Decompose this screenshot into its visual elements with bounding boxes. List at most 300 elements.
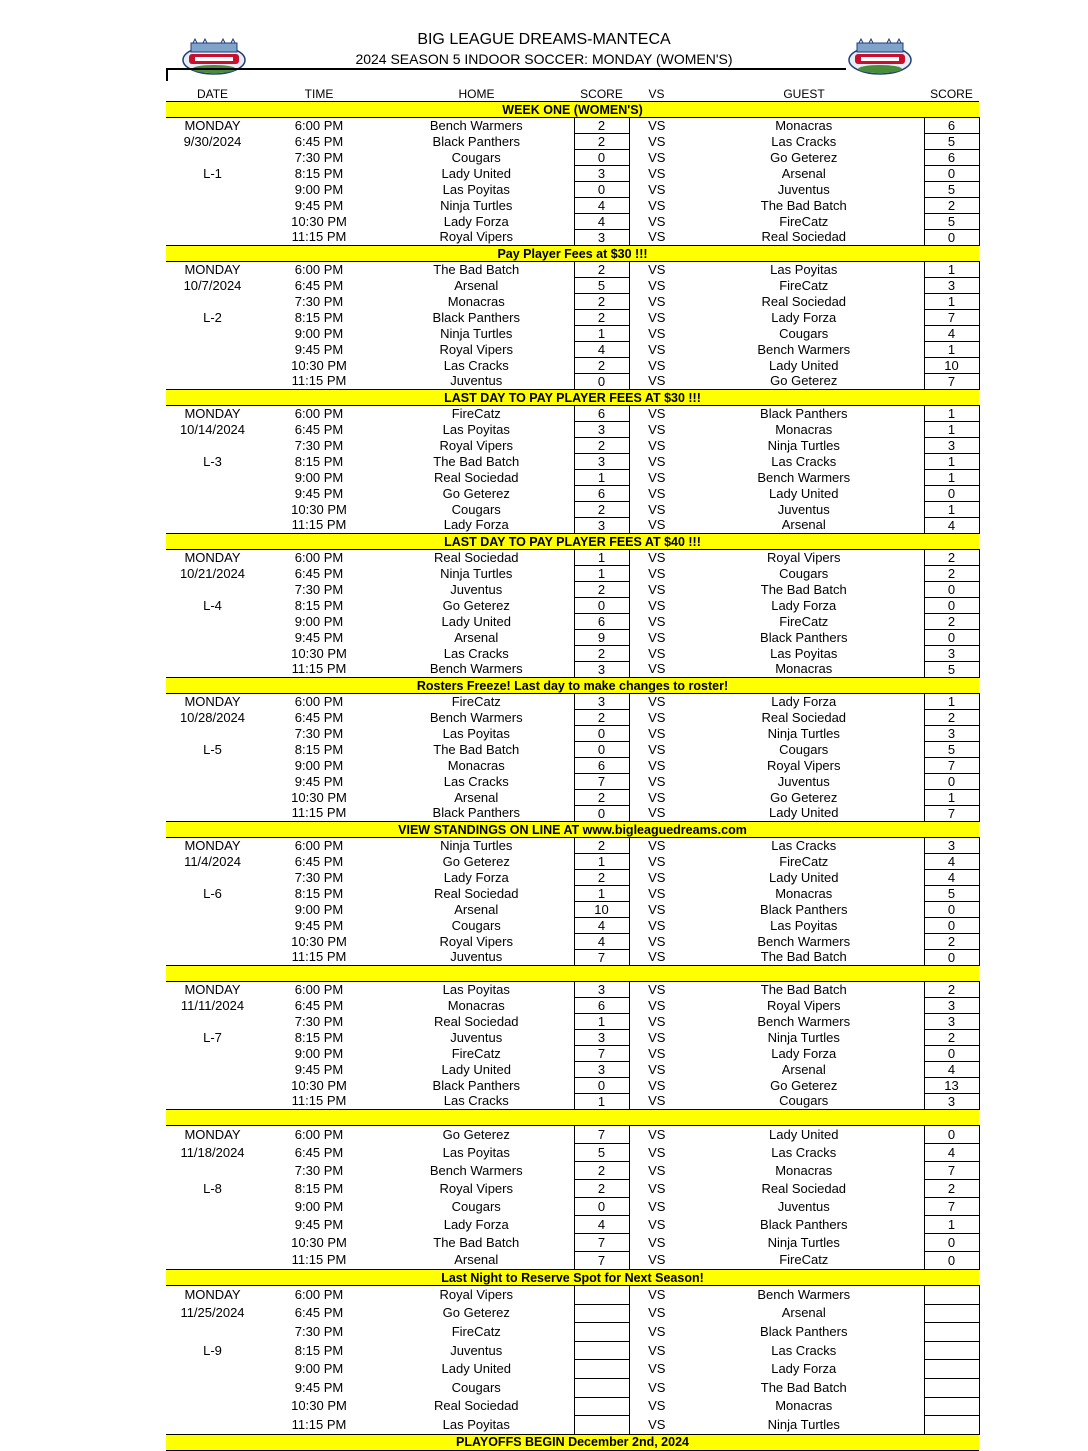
guest-score: 0 xyxy=(924,630,979,646)
game-row xyxy=(166,134,979,150)
home-score xyxy=(574,1397,629,1416)
game-time: 6:00 PM xyxy=(294,261,344,277)
game-time: 9:00 PM xyxy=(294,1361,344,1377)
game-time: 7:30 PM xyxy=(294,1013,344,1029)
vs-label: VS xyxy=(648,1252,666,1268)
date-cell xyxy=(166,150,259,166)
guest-team: Juventus xyxy=(777,181,830,197)
game-time: 11:15 PM xyxy=(291,229,347,245)
guest-score: 2 xyxy=(924,710,979,726)
home-team: Real Sociedad xyxy=(433,469,519,485)
home-score: 7 xyxy=(574,1046,629,1062)
vs-label: VS xyxy=(648,693,666,709)
week-date: 11/4/2024 xyxy=(184,853,241,869)
home-team: Cougars xyxy=(451,917,501,933)
column-header-home: HOME xyxy=(458,87,495,101)
guest-team: FireCatz xyxy=(779,277,829,293)
home-team: Black Panthers xyxy=(432,133,520,149)
guest-team: FireCatz xyxy=(779,613,829,629)
game-row xyxy=(166,870,979,886)
game-row xyxy=(166,742,979,758)
vs-label: VS xyxy=(648,853,666,869)
game-time: 10:30 PM xyxy=(291,213,347,229)
vs-label: VS xyxy=(648,405,666,421)
home-score: 1 xyxy=(574,566,629,582)
game-row xyxy=(166,726,979,742)
game-time: 8:15 PM xyxy=(294,741,344,757)
vs-label: VS xyxy=(648,1162,666,1178)
vs-label: VS xyxy=(648,1061,666,1077)
home-team: Lady Forza xyxy=(443,517,509,533)
vs-label: VS xyxy=(648,1234,666,1250)
week-label: L-1 xyxy=(203,165,222,181)
game-time: 11:15 PM xyxy=(291,1252,347,1268)
guest-score: 4 xyxy=(924,1144,979,1162)
guest-team: The Bad Batch xyxy=(760,197,847,213)
guest-score: 7 xyxy=(924,1198,979,1216)
guest-score: 1 xyxy=(924,406,979,422)
home-score: 6 xyxy=(574,998,629,1014)
week-banner xyxy=(166,966,979,982)
game-row xyxy=(166,438,979,454)
week-day: MONDAY xyxy=(184,261,241,277)
date-cell xyxy=(166,870,259,886)
home-team: Royal Vipers xyxy=(439,341,513,357)
guest-score: 5 xyxy=(924,134,979,150)
home-score: 6 xyxy=(574,406,629,422)
guest-team: Royal Vipers xyxy=(767,757,841,773)
date-cell xyxy=(166,1078,259,1094)
vs-label: VS xyxy=(648,869,666,885)
date-cell xyxy=(166,502,259,518)
guest-score: 1 xyxy=(924,342,979,358)
game-time: 9:45 PM xyxy=(294,197,344,213)
vs-label: VS xyxy=(648,437,666,453)
home-team: Go Geterez xyxy=(442,485,510,501)
game-row xyxy=(166,406,979,422)
guest-score: 13 xyxy=(924,1078,979,1094)
vs-label: VS xyxy=(648,581,666,597)
home-score: 1 xyxy=(574,886,629,902)
week-banner xyxy=(166,1270,979,1286)
vs-label: VS xyxy=(648,421,666,437)
game-time: 6:45 PM xyxy=(294,853,344,869)
game-time: 9:45 PM xyxy=(294,1061,344,1077)
game-time: 9:45 PM xyxy=(294,485,344,501)
vs-label: VS xyxy=(648,1077,666,1093)
guest-score: 10 xyxy=(924,358,979,374)
vs-label: VS xyxy=(648,181,666,197)
date-cell xyxy=(166,1234,259,1252)
guest-score: 1 xyxy=(924,470,979,486)
home-team: Lady United xyxy=(441,1361,511,1377)
home-score: 0 xyxy=(574,806,629,822)
guest-score: 1 xyxy=(924,294,979,310)
game-time: 9:00 PM xyxy=(294,901,344,917)
home-score: 1 xyxy=(574,470,629,486)
guest-team: Ninja Turtles xyxy=(767,437,840,453)
vs-label: VS xyxy=(648,901,666,917)
home-team: Lady United xyxy=(441,1061,511,1077)
guest-team: Las Cracks xyxy=(771,453,837,469)
home-score: 0 xyxy=(574,150,629,166)
home-team: Cougars xyxy=(451,1198,501,1214)
date-cell xyxy=(166,1162,259,1180)
game-time: 7:30 PM xyxy=(294,149,344,165)
vs-label: VS xyxy=(648,325,666,341)
game-time: 10:30 PM xyxy=(291,1234,347,1250)
date-cell xyxy=(166,230,259,246)
guest-team: FireCatz xyxy=(779,1252,829,1268)
home-team: Royal Vipers xyxy=(439,1180,513,1196)
game-time: 11:15 PM xyxy=(291,805,347,821)
game-time: 10:30 PM xyxy=(291,1398,347,1414)
home-score: 2 xyxy=(574,1162,629,1180)
game-row xyxy=(166,470,979,486)
game-time: 6:00 PM xyxy=(294,1287,344,1303)
guest-team: Juventus xyxy=(777,501,830,517)
home-score: 3 xyxy=(574,166,629,182)
guest-team: Lady United xyxy=(769,869,839,885)
vs-label: VS xyxy=(648,453,666,469)
week-day: MONDAY xyxy=(184,981,241,997)
guest-team: Juventus xyxy=(777,1198,830,1214)
game-time: 7:30 PM xyxy=(294,293,344,309)
vs-label: VS xyxy=(648,773,666,789)
guest-score: 7 xyxy=(924,310,979,326)
home-score: 2 xyxy=(574,1180,629,1198)
guest-score: 3 xyxy=(924,646,979,662)
home-team: Black Panthers xyxy=(432,805,520,821)
guest-team: Lady Forza xyxy=(771,1361,837,1377)
vs-label: VS xyxy=(648,373,666,389)
home-score xyxy=(574,1286,629,1305)
home-score: 2 xyxy=(574,262,629,278)
guest-team: Real Sociedad xyxy=(761,1180,847,1196)
date-cell xyxy=(166,582,259,598)
guest-team: Real Sociedad xyxy=(761,293,847,309)
week-date: 11/18/2024 xyxy=(180,1144,245,1160)
game-row xyxy=(166,614,979,630)
game-row xyxy=(166,1360,979,1379)
guest-team: Las Cracks xyxy=(771,1144,837,1160)
guest-score: 7 xyxy=(924,374,979,390)
home-team: Lady United xyxy=(441,613,511,629)
column-header-guest-score: SCORE xyxy=(930,87,973,101)
week-date: 11/11/2024 xyxy=(180,997,245,1013)
home-score: 1 xyxy=(574,1014,629,1030)
column-header-guest: GUEST xyxy=(783,87,825,101)
game-row xyxy=(166,1198,979,1216)
game-row xyxy=(166,550,979,566)
game-row xyxy=(166,230,979,246)
home-score: 4 xyxy=(574,918,629,934)
home-score: 9 xyxy=(574,630,629,646)
guest-score xyxy=(924,1397,979,1416)
home-score xyxy=(574,1378,629,1397)
column-header-time: TIME xyxy=(304,87,334,101)
home-team: Go Geterez xyxy=(442,1305,510,1321)
guest-team: Monacras xyxy=(775,117,833,133)
home-team: Go Geterez xyxy=(442,597,510,613)
guest-team: Lady United xyxy=(769,1126,839,1142)
vs-label: VS xyxy=(648,1198,666,1214)
guest-team: Arsenal xyxy=(781,1305,826,1321)
guest-team: Monacras xyxy=(775,1398,833,1414)
guest-team: Bench Warmers xyxy=(757,1287,851,1303)
vs-label: VS xyxy=(648,741,666,757)
vs-label: VS xyxy=(648,341,666,357)
home-team: Royal Vipers xyxy=(439,437,513,453)
game-time: 6:45 PM xyxy=(294,565,344,581)
schedule-table xyxy=(166,87,980,1451)
guest-score: 0 xyxy=(924,1234,979,1252)
game-time: 7:30 PM xyxy=(294,581,344,597)
game-time: 6:45 PM xyxy=(294,1305,344,1321)
guest-team: Lady United xyxy=(769,357,839,373)
game-time: 8:15 PM xyxy=(294,1342,344,1358)
week-day: MONDAY xyxy=(184,693,241,709)
home-team: The Bad Batch xyxy=(433,741,520,757)
game-row xyxy=(166,278,979,294)
guest-team: Lady Forza xyxy=(771,693,837,709)
game-row xyxy=(166,774,979,790)
vs-label: VS xyxy=(648,133,666,149)
guest-score: 2 xyxy=(924,198,979,214)
column-header-home-score: SCORE xyxy=(580,87,623,101)
home-team: Ninja Turtles xyxy=(440,325,513,341)
guest-team: Bench Warmers xyxy=(757,469,851,485)
game-row xyxy=(166,1162,979,1180)
game-row xyxy=(166,630,979,646)
guest-score: 4 xyxy=(924,326,979,342)
game-row xyxy=(166,182,979,198)
game-time: 9:00 PM xyxy=(294,1198,344,1214)
guest-score xyxy=(924,1323,979,1342)
vs-label: VS xyxy=(648,1416,666,1432)
home-score xyxy=(574,1341,629,1360)
home-team: Royal Vipers xyxy=(439,229,513,245)
game-row xyxy=(166,502,979,518)
home-team: Las Poyitas xyxy=(442,1416,510,1432)
guest-score: 2 xyxy=(924,1180,979,1198)
week-label: L-6 xyxy=(203,885,222,901)
game-row xyxy=(166,358,979,374)
home-team: Las Poyitas xyxy=(442,725,510,741)
home-score: 2 xyxy=(574,870,629,886)
date-cell xyxy=(166,1014,259,1030)
date-cell xyxy=(166,758,259,774)
vs-label: VS xyxy=(648,1180,666,1196)
home-score: 1 xyxy=(574,1094,629,1110)
guest-team: Ninja Turtles xyxy=(767,1029,840,1045)
guest-score: 1 xyxy=(924,262,979,278)
date-cell xyxy=(166,358,259,374)
home-score: 3 xyxy=(574,230,629,246)
home-team: Real Sociedad xyxy=(433,1398,519,1414)
guest-score: 0 xyxy=(924,486,979,502)
home-team: Black Panthers xyxy=(432,1077,520,1093)
home-score: 2 xyxy=(574,134,629,150)
date-cell xyxy=(166,342,259,358)
guest-score xyxy=(924,1378,979,1397)
home-team: FireCatz xyxy=(451,1323,501,1339)
home-score: 3 xyxy=(574,1062,629,1078)
game-row xyxy=(166,1030,979,1046)
game-row xyxy=(166,486,979,502)
vs-label: VS xyxy=(648,933,666,949)
date-cell xyxy=(166,726,259,742)
game-time: 11:15 PM xyxy=(291,1416,347,1432)
game-row xyxy=(166,374,979,390)
home-team: Real Sociedad xyxy=(433,885,519,901)
game-time: 9:00 PM xyxy=(294,757,344,773)
game-row xyxy=(166,790,979,806)
game-row xyxy=(166,118,979,134)
vs-label: VS xyxy=(648,949,666,965)
week-label: L-7 xyxy=(203,1029,222,1045)
vs-label: VS xyxy=(648,1013,666,1029)
game-row xyxy=(166,758,979,774)
date-cell xyxy=(166,214,259,230)
guest-score: 2 xyxy=(924,934,979,950)
guest-team: Arsenal xyxy=(781,165,826,181)
game-time: 6:00 PM xyxy=(294,549,344,565)
home-team: Juventus xyxy=(450,581,503,597)
home-score: 3 xyxy=(574,422,629,438)
vs-label: VS xyxy=(648,1045,666,1061)
guest-score: 5 xyxy=(924,214,979,230)
game-row xyxy=(166,1323,979,1342)
guest-team: The Bad Batch xyxy=(760,1379,847,1395)
game-row xyxy=(166,1078,979,1094)
game-time: 6:00 PM xyxy=(294,1126,344,1142)
week-banner xyxy=(166,390,979,406)
date-cell xyxy=(166,806,259,822)
guest-score: 3 xyxy=(924,1094,979,1110)
game-row xyxy=(166,1014,979,1030)
vs-label: VS xyxy=(648,597,666,613)
date-cell xyxy=(166,486,259,502)
vs-label: VS xyxy=(648,629,666,645)
vs-label: VS xyxy=(648,277,666,293)
game-row xyxy=(166,1397,979,1416)
home-team: Las Cracks xyxy=(443,645,509,661)
home-team: Lady United xyxy=(441,165,511,181)
game-row xyxy=(166,918,979,934)
home-team: Las Poyitas xyxy=(442,981,510,997)
guest-score xyxy=(924,1304,979,1323)
game-row xyxy=(166,150,979,166)
home-team: Bench Warmers xyxy=(429,661,523,677)
home-score: 3 xyxy=(574,454,629,470)
game-row xyxy=(166,566,979,582)
home-team: Ninja Turtles xyxy=(440,197,513,213)
guest-team: Las Cracks xyxy=(771,1342,837,1358)
week-label: L-5 xyxy=(203,741,222,757)
guest-team: Bench Warmers xyxy=(757,1013,851,1029)
guest-score: 6 xyxy=(924,118,979,134)
game-time: 6:45 PM xyxy=(294,133,344,149)
guest-score: 3 xyxy=(924,998,979,1014)
home-team: Arsenal xyxy=(454,901,499,917)
vs-label: VS xyxy=(648,309,666,325)
home-team: Royal Vipers xyxy=(439,1287,513,1303)
date-cell xyxy=(166,470,259,486)
guest-team: Bench Warmers xyxy=(757,933,851,949)
game-row xyxy=(166,342,979,358)
home-score: 0 xyxy=(574,726,629,742)
game-row xyxy=(166,1144,979,1162)
date-cell xyxy=(166,1378,259,1397)
guest-team: Las Poyitas xyxy=(770,645,838,661)
home-score: 2 xyxy=(574,838,629,854)
date-cell xyxy=(166,1216,259,1234)
date-cell xyxy=(166,950,259,966)
game-row xyxy=(166,326,979,342)
home-team: Juventus xyxy=(450,1029,503,1045)
guest-score: 2 xyxy=(924,982,979,998)
vs-label: VS xyxy=(648,549,666,565)
game-time: 6:45 PM xyxy=(294,277,344,293)
home-score: 1 xyxy=(574,854,629,870)
week-date: 10/14/2024 xyxy=(179,421,246,437)
vs-label: VS xyxy=(648,197,666,213)
home-score: 2 xyxy=(574,118,629,134)
vs-label: VS xyxy=(648,1379,666,1395)
vs-label: VS xyxy=(648,789,666,805)
vs-label: VS xyxy=(648,293,666,309)
vs-label: VS xyxy=(648,469,666,485)
guest-team: Royal Vipers xyxy=(767,997,841,1013)
home-score: 3 xyxy=(574,982,629,998)
table-header-row xyxy=(166,87,979,102)
home-score xyxy=(574,1304,629,1323)
guest-score: 1 xyxy=(924,502,979,518)
guest-team: Monacras xyxy=(775,661,833,677)
home-score: 10 xyxy=(574,902,629,918)
vs-label: VS xyxy=(648,757,666,773)
vs-label: VS xyxy=(648,981,666,997)
guest-team: Las Cracks xyxy=(771,133,837,149)
guest-team: The Bad Batch xyxy=(760,581,847,597)
home-team: Ninja Turtles xyxy=(440,565,513,581)
home-team: Las Cracks xyxy=(443,357,509,373)
home-team: Bench Warmers xyxy=(429,117,523,133)
home-score: 3 xyxy=(574,662,629,678)
game-row xyxy=(166,582,979,598)
home-score: 0 xyxy=(574,1198,629,1216)
guest-team: Go Geterez xyxy=(770,373,838,389)
home-score: 5 xyxy=(574,1144,629,1162)
home-score: 2 xyxy=(574,294,629,310)
home-score: 6 xyxy=(574,614,629,630)
week-day: MONDAY xyxy=(184,1287,241,1303)
home-score: 0 xyxy=(574,598,629,614)
game-time: 7:30 PM xyxy=(294,1323,344,1339)
vs-label: VS xyxy=(648,1398,666,1414)
game-time: 11:15 PM xyxy=(291,373,347,389)
home-team: Monacras xyxy=(447,757,505,773)
home-score: 4 xyxy=(574,198,629,214)
vs-label: VS xyxy=(648,1029,666,1045)
week-date: 11/25/2024 xyxy=(180,1305,245,1321)
game-time: 9:00 PM xyxy=(294,613,344,629)
game-row xyxy=(166,1341,979,1360)
game-row xyxy=(166,214,979,230)
week-day: MONDAY xyxy=(184,837,241,853)
guest-team: Cougars xyxy=(779,1093,829,1109)
